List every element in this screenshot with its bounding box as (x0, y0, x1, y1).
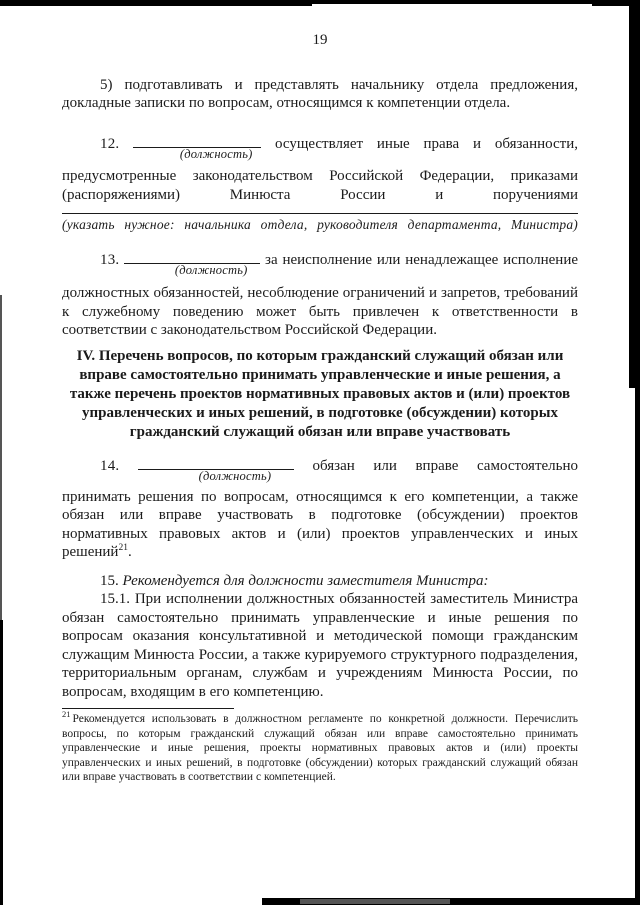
footnote-21-text: Рекомендуется использовать в должностном регламенте по конкретной должности. Перечислить вопросы, по которым гражданский служащий обязан или вправе самостоятельно принимать управленческие и иные решения, проекты нормативных правовых актов и (или) проекты управленческих и иных решений, в подготовке (обсуждении) которых гражданский служащий обязан или вправе участвовать в соответствии с компетенцией. (62, 713, 578, 783)
clause-12-blank-caption: (должность) (179, 146, 253, 161)
footnote-separator-rule (62, 708, 234, 709)
paragraph-15-1: 15.1. При исполнении должностных обязанностей заместитель Министра обязан самостоятельно принимать управленческие и иные решения по вопросам оказания консультативной и методической помощи гражданским служащим Минюста России, а также курируемого структурного подразделения, территориальным органам, службам и учреждениям Минюста России, по вопросам, входящим в его компетенцию. (62, 591, 578, 700)
clause-12-number: 12. (100, 135, 120, 152)
scan-edge-left-lower (0, 620, 3, 905)
clause-13-blank-caption: (должность) (174, 263, 248, 277)
scan-edge-right-upper (629, 0, 640, 388)
clause-14-blank-field (138, 455, 294, 483)
footnote-21 (62, 709, 578, 785)
scan-edge-bottom-gray (300, 899, 450, 904)
clause-13 (62, 249, 579, 277)
clause-12-blank-field (133, 133, 261, 161)
clause-15-number: 15. (100, 572, 119, 589)
clause-14-number: 14. (100, 457, 120, 474)
section-iv-heading: IV. Перечень вопросов, по которым гражданский служащий обязан или вправе самостоятельно принимать управленческие и иные решения, а также перечень проектов нормативных правовых актов и (или) проектов управленческих и иных решений, в подготовке (обсуждении) которых гражданский служащий обязан или вправе участвовать (69, 347, 571, 440)
document-content (62, 0, 578, 785)
page-number: 19 (312, 32, 328, 48)
clause-13-blank-field (124, 249, 260, 277)
clause-13-continuation: должностных обязанностей, несоблюдение ограничений и запретов, требований к служебному поведению может быть привлечен к ответственности в соответствии с законодательством Российской Федерации. (62, 285, 578, 338)
clause-13-text: за неисполнение или ненадлежащее исполнение (265, 252, 579, 268)
clause-14 (62, 455, 579, 483)
footnote-reference-21: 21 (118, 543, 128, 553)
clause-14-continuation-tail: . (127, 544, 132, 560)
clause-14-continuation (62, 488, 578, 562)
clause-12-text: осуществляет иные права и обязанности, (274, 135, 579, 152)
clause-13-number: 13. (100, 252, 120, 268)
hint-line: (указать нужное: начальника отдела, руководителя департамента, Министра) (62, 217, 578, 232)
clause-14-text: обязан или вправе самостоятельно (312, 457, 579, 474)
paragraph-5: 5) подготавливать и представлять начальнику отдела предложения, докладные записки по вопросам, относящимся к компетенции отдела. (62, 76, 578, 111)
clause-15-text: Рекомендуется для должности заместителя Министра: (122, 572, 489, 589)
clause-12 (62, 133, 579, 161)
footnote-21-marker: 21 (62, 709, 71, 720)
clause-14-continuation-text: принимать решения по вопросам, относящимся к его компетенции, а также обязан или вправе участвовать в подготовке (обсуждении) проектов нормативных правовых актов и (или) проектов управленческих и иных решений (62, 488, 578, 560)
clause-14-blank-caption: (должность) (198, 468, 272, 483)
hint-underline-rule (62, 213, 578, 214)
clause-12-continuation: предусмотренные законодательством Российской Федерации, приказами (распоряжениями) Минюста России и поручениями (62, 168, 578, 203)
scan-edge-right-lower (635, 388, 640, 905)
clause-15 (62, 572, 578, 591)
